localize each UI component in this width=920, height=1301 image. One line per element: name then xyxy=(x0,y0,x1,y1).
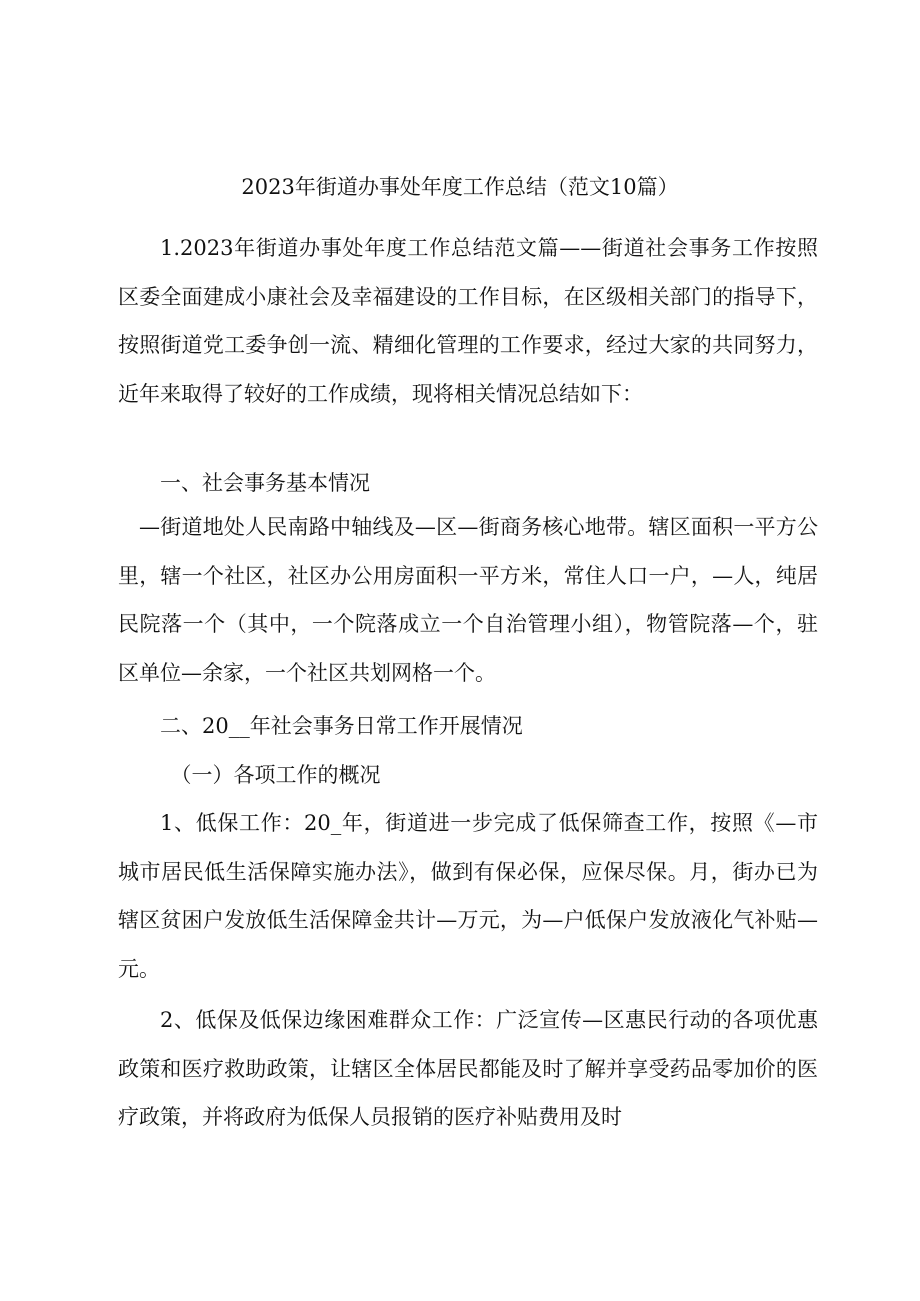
item1-paragraph: 1、低保工作：20_年，街道进一步完成了低保筛查工作，按照《—市城市居民低生活保障实施办法》，做到有保必保，应保尽保。月，街办已为辖区贫困户发放低生活保障金共计—万元，为—户低保户发放液化气补贴—元。 xyxy=(118,811,818,981)
section2-heading: 二、20__年社会事务日常工作开展情况 xyxy=(160,714,523,738)
intro-paragraph: 1.2023年街道办事处年度工作总结范文篇——街道社会事务工作按照区委全面建成小康社会及幸福建设的工作目标，在区级相关部门的指导下，按照街道党工委争创一流、精细化管理的工作要求，经过大家的共同努力，近年来取得了较好的工作成绩，现将相关情况总结如下： xyxy=(118,236,818,406)
item2-paragraph: 2、低保及低保边缘困难群众工作：广泛宣传—区惠民行动的各项优惠政策和医疗救助政策，让辖区全体居民都能及时了解并享受药品零加价的医疗政策，并将政府为低保人员报销的医疗补贴费用及时 xyxy=(118,1008,818,1129)
document-title: 2023年街道办事处年度工作总结（范文10篇） xyxy=(241,175,679,199)
subsection1-heading: （一）各项工作的概况 xyxy=(170,763,381,787)
section1-heading: 一、社会事务基本情况 xyxy=(160,471,370,495)
section1-paragraph: —街道地处人民南路中轴线及—区—街商务核心地带。辖区面积一平方公里，辖一个社区，社区办公用房面积一平方米，常住人口一户，—人，纯居民院落一个（其中，一个院落成立一个自治管理小组），物管院落—个，驻区单位—余家，一个社区共划网格一个。 xyxy=(118,515,818,685)
